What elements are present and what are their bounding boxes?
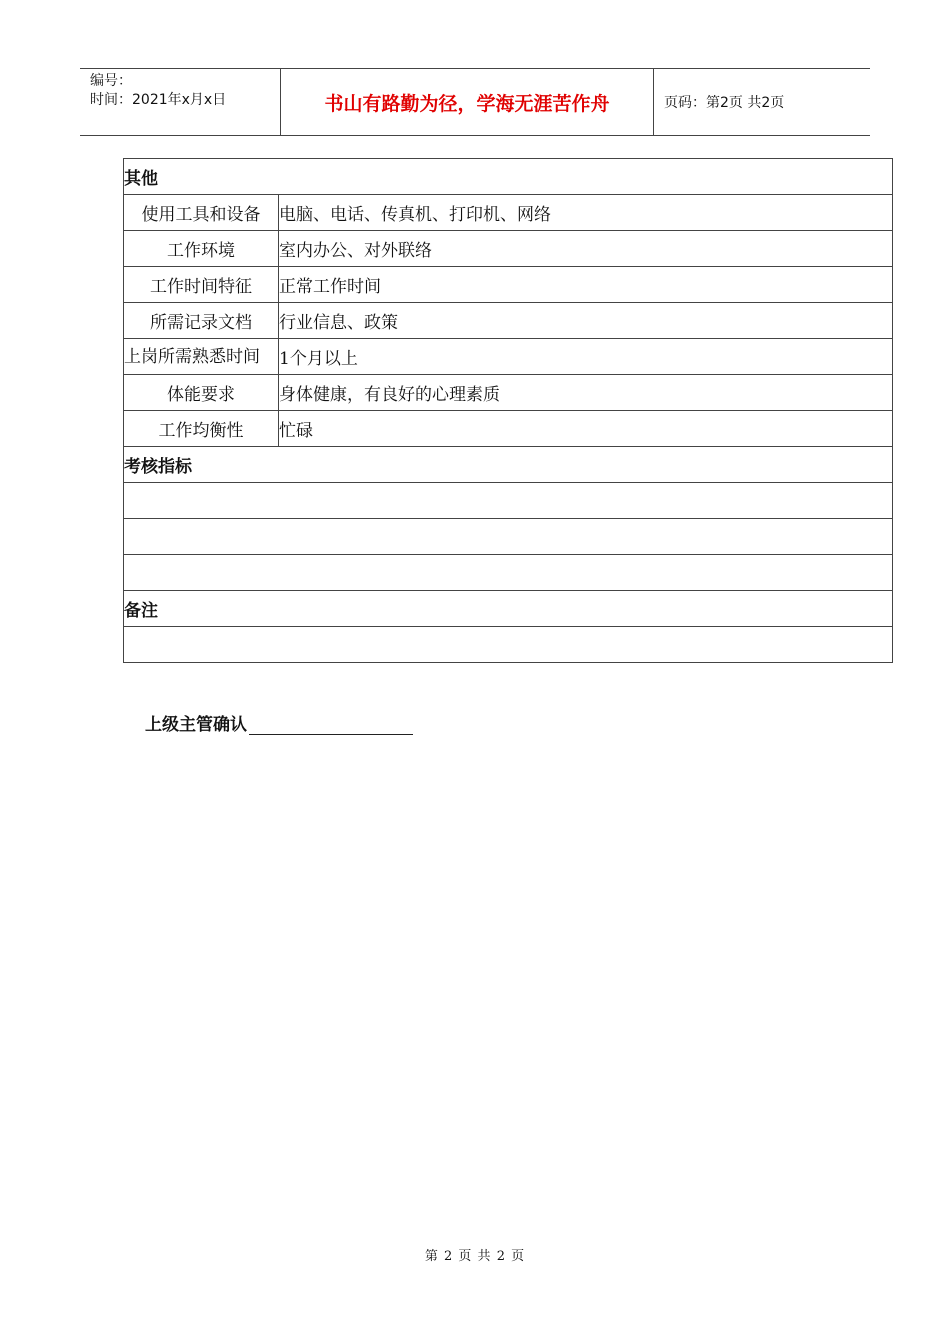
row-value: 正常工作时间 — [279, 267, 893, 303]
empty-row — [124, 627, 893, 663]
table-row — [124, 411, 893, 447]
time-label: 时间：2021年x月x日 — [90, 92, 227, 108]
serial-label: 编号： — [90, 73, 132, 89]
section-remarks: 备注 — [124, 591, 893, 627]
row-value: 电脑、电话、传真机、打印机、网络 — [279, 195, 893, 231]
row-value: 忙碌 — [279, 411, 893, 447]
empty-cell — [124, 519, 893, 555]
section-row — [124, 159, 893, 195]
empty-row — [124, 519, 893, 555]
row-label: 工作时间特征 — [124, 267, 279, 303]
section-row — [124, 447, 893, 483]
row-label: 使用工具和设备 — [124, 195, 279, 231]
table-row — [124, 375, 893, 411]
empty-row — [124, 483, 893, 519]
header-meta — [80, 69, 281, 135]
empty-cell — [124, 483, 893, 519]
row-value: 行业信息、政策 — [279, 303, 893, 339]
section-kpi: 考核指标 — [124, 447, 893, 483]
section-row — [124, 591, 893, 627]
empty-row — [124, 555, 893, 591]
table-row — [124, 303, 893, 339]
motto: 书山有路勤为径，学海无涯苦作舟 — [281, 69, 654, 135]
row-label: 工作均衡性 — [124, 411, 279, 447]
empty-cell — [124, 555, 893, 591]
row-label: 所需记录文档 — [124, 303, 279, 339]
row-label: 体能要求 — [124, 375, 279, 411]
signature-blank — [249, 716, 413, 735]
signature-label: 上级主管确认 — [145, 715, 247, 735]
page-header — [80, 68, 870, 136]
row-value: 身体健康，有良好的心理素质 — [279, 375, 893, 411]
job-description-table — [123, 158, 893, 663]
page-footer: 第 2 页 共 2 页 — [424, 1249, 526, 1264]
row-value: 室内办公、对外联络 — [279, 231, 893, 267]
row-label: 上岗所需熟悉时间 — [124, 339, 279, 375]
table-row — [124, 231, 893, 267]
signature-line — [145, 710, 413, 735]
row-label: 工作环境 — [124, 231, 279, 267]
table-row — [124, 195, 893, 231]
table-row — [124, 339, 893, 375]
table-row — [124, 267, 893, 303]
section-other: 其他 — [124, 159, 893, 195]
empty-cell — [124, 627, 893, 663]
page-label: 页码：第2页 共2页 — [664, 95, 785, 111]
row-value: 1个月以上 — [279, 339, 893, 375]
